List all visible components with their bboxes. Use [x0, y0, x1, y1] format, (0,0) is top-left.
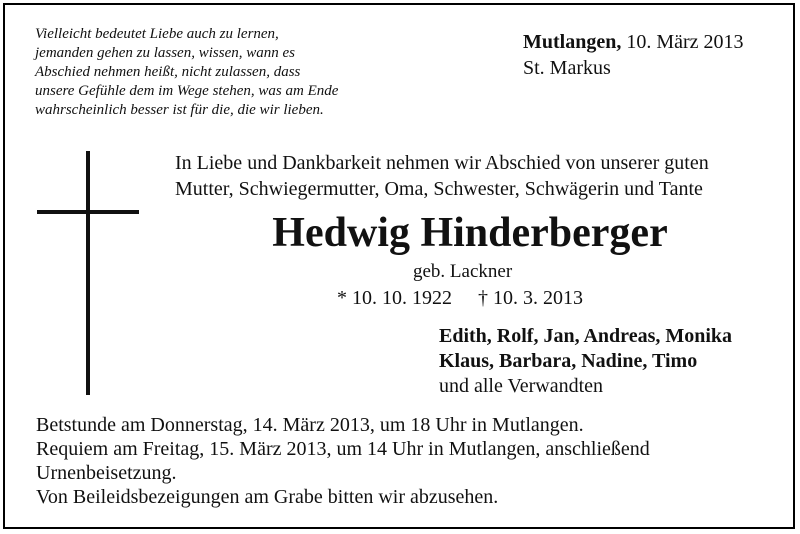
date: 10. März 2013	[626, 31, 744, 53]
poem-line: jemanden gehen zu lassen, wissen, wann es	[35, 45, 295, 61]
maiden-name: geb. Lackner	[413, 261, 513, 282]
mourners-line: Klaus, Barbara, Nadine, Timo	[439, 350, 698, 372]
obituary-notice	[3, 3, 795, 529]
parish: St. Markus	[523, 57, 611, 79]
intro-text	[175, 150, 709, 202]
death-date: † 10. 3. 2013	[478, 287, 583, 309]
place-and-date	[523, 29, 744, 81]
mourners-line: und alle Verwandten	[439, 375, 604, 397]
service-line: Von Beileidsbezeigungen am Grabe bitten wir abzusehen.	[36, 486, 499, 508]
place: Mutlangen,	[523, 31, 622, 53]
service-info	[36, 413, 650, 509]
service-line: Urnenbeisetzung.	[36, 462, 177, 484]
mourners-line: Edith, Rolf, Jan, Andreas, Monika	[439, 325, 733, 347]
poem	[35, 25, 338, 120]
service-line: Requiem am Freitag, 15. März 2013, um 14 Uhr in Mutlangen, anschließend	[36, 438, 650, 460]
deceased-name: Hedwig Hinderberger	[272, 210, 668, 256]
intro-line: In Liebe und Dankbarkeit nehmen wir Abschied von unserer guten	[175, 152, 709, 174]
birth-date: * 10. 10. 1922	[337, 287, 452, 309]
service-line: Betstunde am Donnerstag, 14. März 2013, um 18 Uhr in Mutlangen.	[36, 414, 584, 436]
poem-line: Vielleicht bedeutet Liebe auch zu lernen,	[35, 26, 279, 42]
poem-line: unsere Gefühle dem im Wege stehen, was am Ende	[35, 83, 339, 99]
life-dates	[337, 286, 583, 310]
poem-line: Abschied nehmen heißt, nicht zulassen, dass	[35, 64, 301, 80]
cross-icon	[86, 151, 90, 395]
mourners	[439, 324, 732, 399]
poem-line: wahrscheinlich besser ist für die, die wir lieben.	[35, 102, 324, 118]
intro-line: Mutter, Schwiegermutter, Oma, Schwester, Schwägerin und Tante	[175, 178, 703, 200]
